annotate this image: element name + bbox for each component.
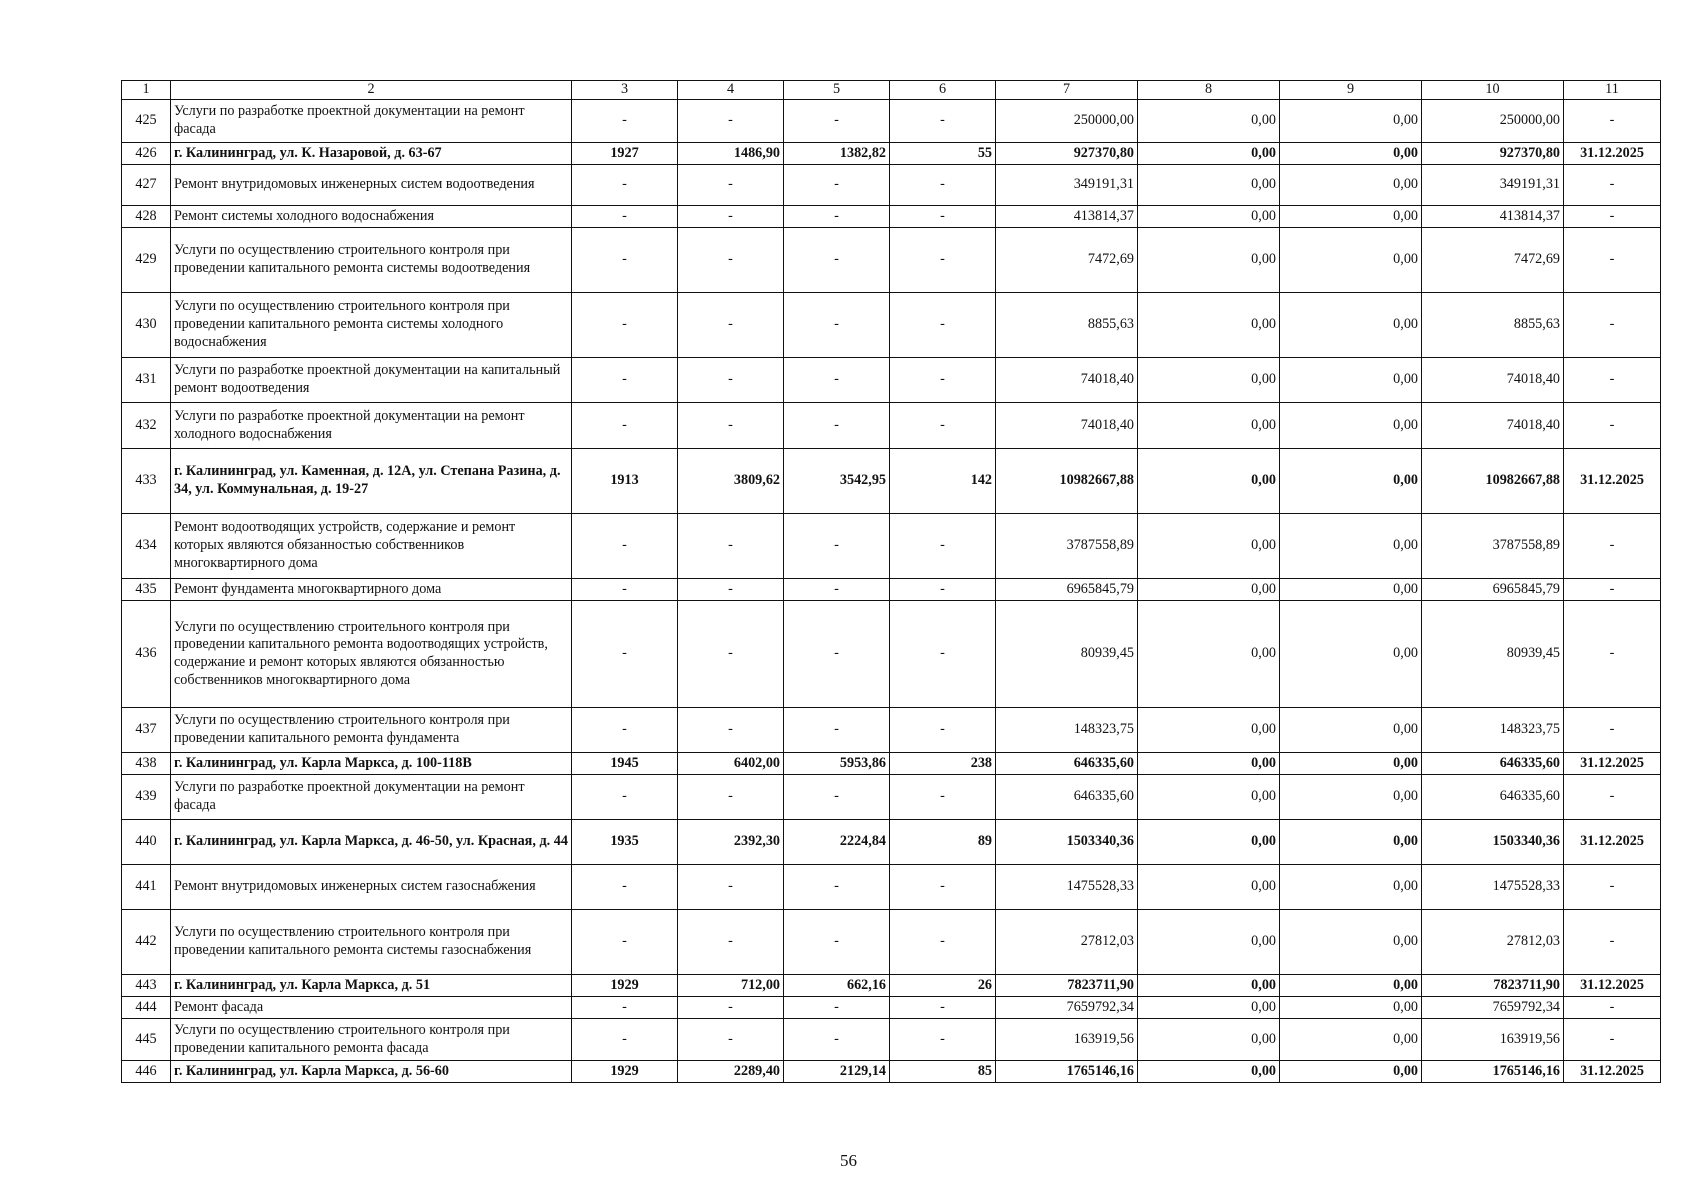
- cost-col-8: 0,00: [1138, 997, 1280, 1019]
- residential-area: 5953,86: [784, 753, 890, 775]
- residential-area: 3542,95: [784, 449, 890, 514]
- total-area: 1486,90: [678, 143, 784, 165]
- total-cost: 927370,80: [996, 143, 1138, 165]
- total-cost: 349191,31: [996, 165, 1138, 206]
- completion-date: -: [1564, 514, 1661, 579]
- residential-area: -: [784, 910, 890, 975]
- residents-count: -: [890, 775, 996, 820]
- year-built: -: [572, 228, 678, 293]
- work-description: Ремонт водоотводящих устройств, содержание и ремонт которых являются обязанностью собственников многоквартирного дома: [171, 514, 572, 579]
- year-built: -: [572, 358, 678, 403]
- total-cost: 250000,00: [996, 100, 1138, 143]
- table-row: [122, 165, 1661, 206]
- total-cost: 6965845,79: [996, 579, 1138, 601]
- column-header: 2: [171, 81, 572, 100]
- cost-col-10: 163919,56: [1422, 1019, 1564, 1061]
- completion-date: -: [1564, 358, 1661, 403]
- row-number: 436: [122, 601, 171, 708]
- year-built: 1927: [572, 143, 678, 165]
- row-number: 433: [122, 449, 171, 514]
- residential-area: -: [784, 1019, 890, 1061]
- address-row: [122, 820, 1661, 865]
- total-cost: 7823711,90: [996, 975, 1138, 997]
- cost-col-10: 80939,45: [1422, 601, 1564, 708]
- total-area: 6402,00: [678, 753, 784, 775]
- row-number: 429: [122, 228, 171, 293]
- residents-count: 142: [890, 449, 996, 514]
- cost-col-10: 250000,00: [1422, 100, 1564, 143]
- row-number: 434: [122, 514, 171, 579]
- total-cost: 1503340,36: [996, 820, 1138, 865]
- year-built: -: [572, 165, 678, 206]
- cost-col-10: 8855,63: [1422, 293, 1564, 358]
- residential-area: 662,16: [784, 975, 890, 997]
- work-description: Услуги по осуществлению строительного контроля при проведении капитального ремонта фасада: [171, 1019, 572, 1061]
- cost-col-10: 7659792,34: [1422, 997, 1564, 1019]
- total-cost: 163919,56: [996, 1019, 1138, 1061]
- cost-col-8: 0,00: [1138, 753, 1280, 775]
- total-cost: 8855,63: [996, 293, 1138, 358]
- row-number: 446: [122, 1061, 171, 1083]
- residents-count: -: [890, 1019, 996, 1061]
- row-number: 431: [122, 358, 171, 403]
- column-header: 3: [572, 81, 678, 100]
- cost-col-10: 1765146,16: [1422, 1061, 1564, 1083]
- residential-area: -: [784, 358, 890, 403]
- residential-area: -: [784, 228, 890, 293]
- work-description: г. Калининград, ул. Карла Маркса, д. 56-60: [171, 1061, 572, 1083]
- year-built: -: [572, 708, 678, 753]
- total-cost: 413814,37: [996, 206, 1138, 228]
- cost-col-9: 0,00: [1280, 143, 1422, 165]
- residential-area: -: [784, 293, 890, 358]
- table-row: [122, 601, 1661, 708]
- completion-date: -: [1564, 403, 1661, 449]
- cost-col-8: 0,00: [1138, 449, 1280, 514]
- cost-col-10: 10982667,88: [1422, 449, 1564, 514]
- completion-date: -: [1564, 708, 1661, 753]
- table-row: [122, 1019, 1661, 1061]
- cost-col-9: 0,00: [1280, 910, 1422, 975]
- table-row: [122, 293, 1661, 358]
- cost-col-8: 0,00: [1138, 579, 1280, 601]
- residential-area: -: [784, 865, 890, 910]
- table-row: [122, 997, 1661, 1019]
- residents-count: -: [890, 579, 996, 601]
- cost-col-8: 0,00: [1138, 820, 1280, 865]
- cost-col-9: 0,00: [1280, 403, 1422, 449]
- completion-date: 31.12.2025: [1564, 143, 1661, 165]
- year-built: -: [572, 514, 678, 579]
- work-description: Услуги по осуществлению строительного контроля при проведении капитального ремонта водоотводящих устройств, содержание и ремонт которых являются обязанностью собственников многоквартирного дома: [171, 601, 572, 708]
- total-area: -: [678, 293, 784, 358]
- cost-col-9: 0,00: [1280, 228, 1422, 293]
- capital-repair-table: [121, 80, 1661, 1083]
- residents-count: 238: [890, 753, 996, 775]
- total-area: 2289,40: [678, 1061, 784, 1083]
- total-area: -: [678, 403, 784, 449]
- residential-area: 2224,84: [784, 820, 890, 865]
- year-built: 1935: [572, 820, 678, 865]
- cost-col-8: 0,00: [1138, 403, 1280, 449]
- total-cost: 7472,69: [996, 228, 1138, 293]
- work-description: Услуги по разработке проектной документации на ремонт фасада: [171, 100, 572, 143]
- year-built: -: [572, 910, 678, 975]
- table-row: [122, 910, 1661, 975]
- cost-col-8: 0,00: [1138, 165, 1280, 206]
- work-description: Ремонт фундамента многоквартирного дома: [171, 579, 572, 601]
- cost-col-9: 0,00: [1280, 975, 1422, 997]
- year-built: -: [572, 403, 678, 449]
- year-built: -: [572, 100, 678, 143]
- cost-col-10: 3787558,89: [1422, 514, 1564, 579]
- column-header: 9: [1280, 81, 1422, 100]
- year-built: -: [572, 1019, 678, 1061]
- row-number: 444: [122, 997, 171, 1019]
- completion-date: -: [1564, 165, 1661, 206]
- work-description: Ремонт внутридомовых инженерных систем водоотведения: [171, 165, 572, 206]
- cost-col-9: 0,00: [1280, 206, 1422, 228]
- total-area: 2392,30: [678, 820, 784, 865]
- cost-col-8: 0,00: [1138, 865, 1280, 910]
- row-number: 426: [122, 143, 171, 165]
- cost-col-10: 646335,60: [1422, 753, 1564, 775]
- residents-count: -: [890, 403, 996, 449]
- completion-date: -: [1564, 601, 1661, 708]
- residential-area: -: [784, 708, 890, 753]
- row-number: 445: [122, 1019, 171, 1061]
- column-header: 7: [996, 81, 1138, 100]
- cost-col-9: 0,00: [1280, 449, 1422, 514]
- column-header: 4: [678, 81, 784, 100]
- completion-date: 31.12.2025: [1564, 975, 1661, 997]
- table-row: [122, 358, 1661, 403]
- total-area: -: [678, 514, 784, 579]
- completion-date: -: [1564, 228, 1661, 293]
- table-row: [122, 514, 1661, 579]
- residents-count: -: [890, 910, 996, 975]
- completion-date: -: [1564, 910, 1661, 975]
- row-number: 443: [122, 975, 171, 997]
- cost-col-8: 0,00: [1138, 775, 1280, 820]
- completion-date: -: [1564, 579, 1661, 601]
- completion-date: -: [1564, 865, 1661, 910]
- total-area: 3809,62: [678, 449, 784, 514]
- row-number: 440: [122, 820, 171, 865]
- cost-col-10: 27812,03: [1422, 910, 1564, 975]
- completion-date: -: [1564, 100, 1661, 143]
- cost-col-10: 413814,37: [1422, 206, 1564, 228]
- column-header: 5: [784, 81, 890, 100]
- cost-col-9: 0,00: [1280, 165, 1422, 206]
- residential-area: -: [784, 403, 890, 449]
- row-number: 442: [122, 910, 171, 975]
- work-description: г. Калининград, ул. Каменная, д. 12А, ул. Степана Разина, д. 34, ул. Коммунальная, д. 19-27: [171, 449, 572, 514]
- cost-col-9: 0,00: [1280, 1061, 1422, 1083]
- table-row: [122, 865, 1661, 910]
- cost-col-10: 1475528,33: [1422, 865, 1564, 910]
- residents-count: -: [890, 228, 996, 293]
- residents-count: -: [890, 165, 996, 206]
- column-header: 8: [1138, 81, 1280, 100]
- cost-col-8: 0,00: [1138, 100, 1280, 143]
- work-description: Услуги по осуществлению строительного контроля при проведении капитального ремонта системы газоснабжения: [171, 910, 572, 975]
- year-built: -: [572, 775, 678, 820]
- cost-col-9: 0,00: [1280, 1019, 1422, 1061]
- total-cost: 3787558,89: [996, 514, 1138, 579]
- year-built: -: [572, 865, 678, 910]
- cost-col-10: 74018,40: [1422, 403, 1564, 449]
- cost-col-9: 0,00: [1280, 514, 1422, 579]
- total-cost: 74018,40: [996, 358, 1138, 403]
- residents-count: -: [890, 206, 996, 228]
- cost-col-8: 0,00: [1138, 601, 1280, 708]
- address-row: [122, 975, 1661, 997]
- address-row: [122, 753, 1661, 775]
- total-cost: 1765146,16: [996, 1061, 1138, 1083]
- residents-count: -: [890, 997, 996, 1019]
- completion-date: -: [1564, 206, 1661, 228]
- cost-col-8: 0,00: [1138, 1019, 1280, 1061]
- total-area: -: [678, 165, 784, 206]
- row-number: 432: [122, 403, 171, 449]
- cost-col-8: 0,00: [1138, 514, 1280, 579]
- residents-count: -: [890, 100, 996, 143]
- table-row: [122, 775, 1661, 820]
- residents-count: 85: [890, 1061, 996, 1083]
- total-cost: 10982667,88: [996, 449, 1138, 514]
- row-number: 437: [122, 708, 171, 753]
- total-area: -: [678, 708, 784, 753]
- residents-count: 89: [890, 820, 996, 865]
- cost-col-10: 1503340,36: [1422, 820, 1564, 865]
- table-row: [122, 403, 1661, 449]
- row-number: 428: [122, 206, 171, 228]
- total-cost: 646335,60: [996, 775, 1138, 820]
- work-description: Услуги по осуществлению строительного контроля при проведении капитального ремонта системы холодного водоснабжения: [171, 293, 572, 358]
- work-description: г. Калининград, ул. Карла Маркса, д. 46-50, ул. Красная, д. 44: [171, 820, 572, 865]
- cost-col-9: 0,00: [1280, 775, 1422, 820]
- cost-col-8: 0,00: [1138, 910, 1280, 975]
- cost-col-10: 74018,40: [1422, 358, 1564, 403]
- residents-count: -: [890, 358, 996, 403]
- cost-col-9: 0,00: [1280, 601, 1422, 708]
- work-description: Услуги по разработке проектной документации на ремонт холодного водоснабжения: [171, 403, 572, 449]
- residential-area: -: [784, 165, 890, 206]
- completion-date: 31.12.2025: [1564, 1061, 1661, 1083]
- completion-date: 31.12.2025: [1564, 753, 1661, 775]
- residents-count: -: [890, 293, 996, 358]
- cost-col-9: 0,00: [1280, 820, 1422, 865]
- cost-col-10: 7472,69: [1422, 228, 1564, 293]
- cost-col-9: 0,00: [1280, 358, 1422, 403]
- residents-count: -: [890, 514, 996, 579]
- residents-count: 55: [890, 143, 996, 165]
- total-area: -: [678, 100, 784, 143]
- year-built: 1929: [572, 975, 678, 997]
- cost-col-9: 0,00: [1280, 997, 1422, 1019]
- row-number: 435: [122, 579, 171, 601]
- cost-col-8: 0,00: [1138, 293, 1280, 358]
- total-area: -: [678, 775, 784, 820]
- row-number: 425: [122, 100, 171, 143]
- year-built: -: [572, 206, 678, 228]
- residential-area: 1382,82: [784, 143, 890, 165]
- cost-col-9: 0,00: [1280, 865, 1422, 910]
- work-description: г. Калининград, ул. Карла Маркса, д. 51: [171, 975, 572, 997]
- residential-area: -: [784, 775, 890, 820]
- work-description: Услуги по разработке проектной документации на капитальный ремонт водоотведения: [171, 358, 572, 403]
- total-cost: 7659792,34: [996, 997, 1138, 1019]
- cost-col-8: 0,00: [1138, 358, 1280, 403]
- total-cost: 27812,03: [996, 910, 1138, 975]
- column-header: 1: [122, 81, 171, 100]
- residential-area: -: [784, 100, 890, 143]
- residential-area: -: [784, 997, 890, 1019]
- cost-col-10: 349191,31: [1422, 165, 1564, 206]
- column-header: 6: [890, 81, 996, 100]
- row-number: 438: [122, 753, 171, 775]
- column-number-row: [122, 81, 1661, 100]
- work-description: Ремонт системы холодного водоснабжения: [171, 206, 572, 228]
- year-built: 1913: [572, 449, 678, 514]
- completion-date: -: [1564, 775, 1661, 820]
- cost-col-9: 0,00: [1280, 293, 1422, 358]
- residential-area: -: [784, 579, 890, 601]
- cost-col-10: 7823711,90: [1422, 975, 1564, 997]
- cost-col-8: 0,00: [1138, 708, 1280, 753]
- address-row: [122, 1061, 1661, 1083]
- row-number: 430: [122, 293, 171, 358]
- completion-date: -: [1564, 997, 1661, 1019]
- table-row: [122, 206, 1661, 228]
- work-description: Ремонт фасада: [171, 997, 572, 1019]
- cost-col-10: 646335,60: [1422, 775, 1564, 820]
- row-number: 439: [122, 775, 171, 820]
- completion-date: -: [1564, 1019, 1661, 1061]
- year-built: 1929: [572, 1061, 678, 1083]
- residential-area: 2129,14: [784, 1061, 890, 1083]
- total-area: -: [678, 910, 784, 975]
- total-area: -: [678, 1019, 784, 1061]
- residential-area: -: [784, 206, 890, 228]
- year-built: -: [572, 997, 678, 1019]
- cost-col-8: 0,00: [1138, 975, 1280, 997]
- work-description: г. Калининград, ул. К. Назаровой, д. 63-67: [171, 143, 572, 165]
- total-cost: 1475528,33: [996, 865, 1138, 910]
- work-description: Услуги по осуществлению строительного контроля при проведении капитального ремонта фундамента: [171, 708, 572, 753]
- total-area: -: [678, 228, 784, 293]
- total-cost: 74018,40: [996, 403, 1138, 449]
- cost-col-10: 148323,75: [1422, 708, 1564, 753]
- column-header: 10: [1422, 81, 1564, 100]
- total-cost: 80939,45: [996, 601, 1138, 708]
- address-row: [122, 143, 1661, 165]
- total-area: -: [678, 358, 784, 403]
- cost-col-9: 0,00: [1280, 753, 1422, 775]
- work-description: Услуги по осуществлению строительного контроля при проведении капитального ремонта системы водоотведения: [171, 228, 572, 293]
- total-area: -: [678, 579, 784, 601]
- completion-date: -: [1564, 293, 1661, 358]
- work-description: Услуги по разработке проектной документации на ремонт фасада: [171, 775, 572, 820]
- year-built: -: [572, 293, 678, 358]
- row-number: 427: [122, 165, 171, 206]
- total-area: -: [678, 997, 784, 1019]
- residential-area: -: [784, 514, 890, 579]
- work-description: г. Калининград, ул. Карла Маркса, д. 100-118В: [171, 753, 572, 775]
- cost-col-8: 0,00: [1138, 228, 1280, 293]
- residents-count: -: [890, 708, 996, 753]
- year-built: -: [572, 579, 678, 601]
- residential-area: -: [784, 601, 890, 708]
- cost-col-8: 0,00: [1138, 1061, 1280, 1083]
- total-cost: 646335,60: [996, 753, 1138, 775]
- table-row: [122, 579, 1661, 601]
- table-row: [122, 228, 1661, 293]
- cost-col-9: 0,00: [1280, 100, 1422, 143]
- column-header: 11: [1564, 81, 1661, 100]
- cost-col-9: 0,00: [1280, 579, 1422, 601]
- page-number: 56: [840, 1151, 857, 1170]
- completion-date: 31.12.2025: [1564, 820, 1661, 865]
- year-built: 1945: [572, 753, 678, 775]
- address-row: [122, 449, 1661, 514]
- total-area: -: [678, 865, 784, 910]
- table-row: [122, 100, 1661, 143]
- total-area: -: [678, 206, 784, 228]
- total-area: 712,00: [678, 975, 784, 997]
- cost-col-10: 927370,80: [1422, 143, 1564, 165]
- completion-date: 31.12.2025: [1564, 449, 1661, 514]
- work-description: Ремонт внутридомовых инженерных систем газоснабжения: [171, 865, 572, 910]
- residents-count: 26: [890, 975, 996, 997]
- table-body: [122, 100, 1661, 1083]
- year-built: -: [572, 601, 678, 708]
- cost-col-10: 6965845,79: [1422, 579, 1564, 601]
- row-number: 441: [122, 865, 171, 910]
- total-cost: 148323,75: [996, 708, 1138, 753]
- cost-col-9: 0,00: [1280, 708, 1422, 753]
- table-row: [122, 708, 1661, 753]
- cost-col-8: 0,00: [1138, 206, 1280, 228]
- cost-col-8: 0,00: [1138, 143, 1280, 165]
- residents-count: -: [890, 865, 996, 910]
- total-area: -: [678, 601, 784, 708]
- residents-count: -: [890, 601, 996, 708]
